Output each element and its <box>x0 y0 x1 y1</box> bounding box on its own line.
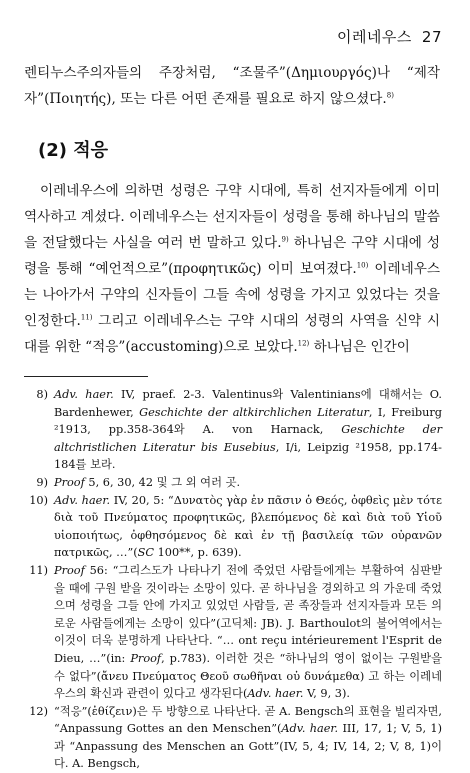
footnote-10 <box>24 492 442 562</box>
footnote-text: Proof 5, 6, 30, 42 및 그 외 여러 곳. <box>54 475 241 489</box>
footnote-ref-11[interactable]: 11) <box>80 313 93 322</box>
footnote-ref-9[interactable]: 9) <box>281 235 289 244</box>
footnote-number: 12) <box>29 704 48 718</box>
paragraph-2-text-b: 하나님은 구약 시대에 성령을 통해 “예언적으로”(προφητικῶς) 이미 보여졌다. <box>24 235 440 277</box>
footnote-text: Adv. haer. IV, praef. 2-3. Valentinus와 Valentinians에 대해서는 O. Bardenhewer, Geschichte der altkirchlichen Literatur, I, Freiburg ²1913, pp.358-364와 A. von Harnack, Geschichte der altchristlichen Literatur bis Eusebius, I/i, Leipzig ²1958, pp.174-184를 보라. <box>54 388 442 472</box>
paragraph-2-text-d: 그리고 이레네우스는 구약 시대의 성령의 사역을 신약 시대를 위한 “적응”(accustoming)으로 보았다. <box>24 313 440 355</box>
footnote-ref-8[interactable]: 8) <box>386 91 394 100</box>
paragraph-2 <box>24 178 440 360</box>
footnote-divider <box>24 376 148 377</box>
footnote-number: 8) <box>36 388 48 401</box>
footnote-12 <box>24 703 442 773</box>
footnote-text: Adv. haer. IV, 20, 5: “Δυνατὸς γὰρ ἐν πᾶσιν ὁ Θεός, ὀφθεὶς μὲν τότε διὰ τοῦ Πνεύματος προφητικῶς, βλεπόμενος δὲ καὶ διὰ τοῦ Υἱοῦ υἱοποιήτως, ὀφθησόμενος δὲ καὶ ἐν τῇ βασιλείᾳ τῶν οὐρανῶν πατρικῶς, …”(SC 100**, p. 639). <box>54 493 443 560</box>
footnote-ref-10[interactable]: 10) <box>356 261 369 270</box>
paragraph-1-text: 렌티누스주의자들의 주장처럼, “조물주”(Δημιουργός)나 “제작자”(Ποιητής), 또는 다른 어떤 존재를 필요로 하지 않으셨다. <box>24 65 440 107</box>
footnote-text: “적응”(ἐθίζειν)은 두 방향으로 나타난다. 곧 A. Bengsch의 표현을 빌리자면, “Anpassung Gottes an den Menschen”(Adv. haer. III, 17, 1; V, 5, 1)과 “Anpassung des Menschen an Gott”(IV, 5, 4; IV, 14, 2; V, 8, 1)이다. A. Bengsch, <box>54 704 442 771</box>
section-heading: (2) 적응 <box>38 140 109 161</box>
footnote-number: 11) <box>29 563 48 577</box>
page-number: 27 <box>421 28 442 46</box>
footnote-ref-12[interactable]: 12) <box>297 339 310 348</box>
footnote-number: 9) <box>36 475 48 489</box>
footnote-8 <box>24 386 442 474</box>
paragraph-2-text-e: 하나님은 인간이 <box>309 339 410 355</box>
footnotes <box>24 386 442 773</box>
footnote-text: Proof 56: “그리스도가 나타나기 전에 죽었던 사람들에게는 부활하여 심판받을 때에 구원 받을 것이라는 소망이 있다. 곧 하나님을 경외하고 의 가운데 죽었으며 성령을 그들 안에 가지고 있었던 사람들, 곧 족장들과 선지자들과 모든 의로운 사람들에게는 소망이 있다”(고딕체: JB). J. Barthoulot의 불어역에서는 이것이 더욱 분명하게 나타난다. “… ont reçu intérieurement l'Esprit de Dieu, …”(in: Proof, p.783). 이러한 것은 “하나님의 영이 없이는 구원받을 수 없다”(ἄνευ Πνεύματος Θεοῦ σωθῆναι οὐ δυνάμεθα) 고 하는 이레네우스의 확신과 관련이 있다고 생각된다(Adv. haer. V, 9, 3). <box>54 563 442 701</box>
footnote-number: 10) <box>29 493 48 507</box>
paragraph-2-text-c: 이레네우스는 나아가서 구약의 신자들이 그들 속에 성령을 가지고 있었다는 것을 인정한다. <box>24 261 441 329</box>
running-header-title: 이레네우스 <box>336 28 412 46</box>
footnote-11 <box>24 562 442 703</box>
paragraph-2-text-a: 이레네우스에 의하면 성령은 구약 시대에, 특히 선지자들에게 이미 역사하고 계셨다. 이레네우스는 선지자들이 성령을 통해 하나님의 말씀을 전달했다는 사실을 여러 번 말하고 있다. <box>24 183 440 251</box>
paragraph-1 <box>24 60 440 112</box>
running-header <box>337 26 442 47</box>
footnote-9 <box>24 474 442 492</box>
